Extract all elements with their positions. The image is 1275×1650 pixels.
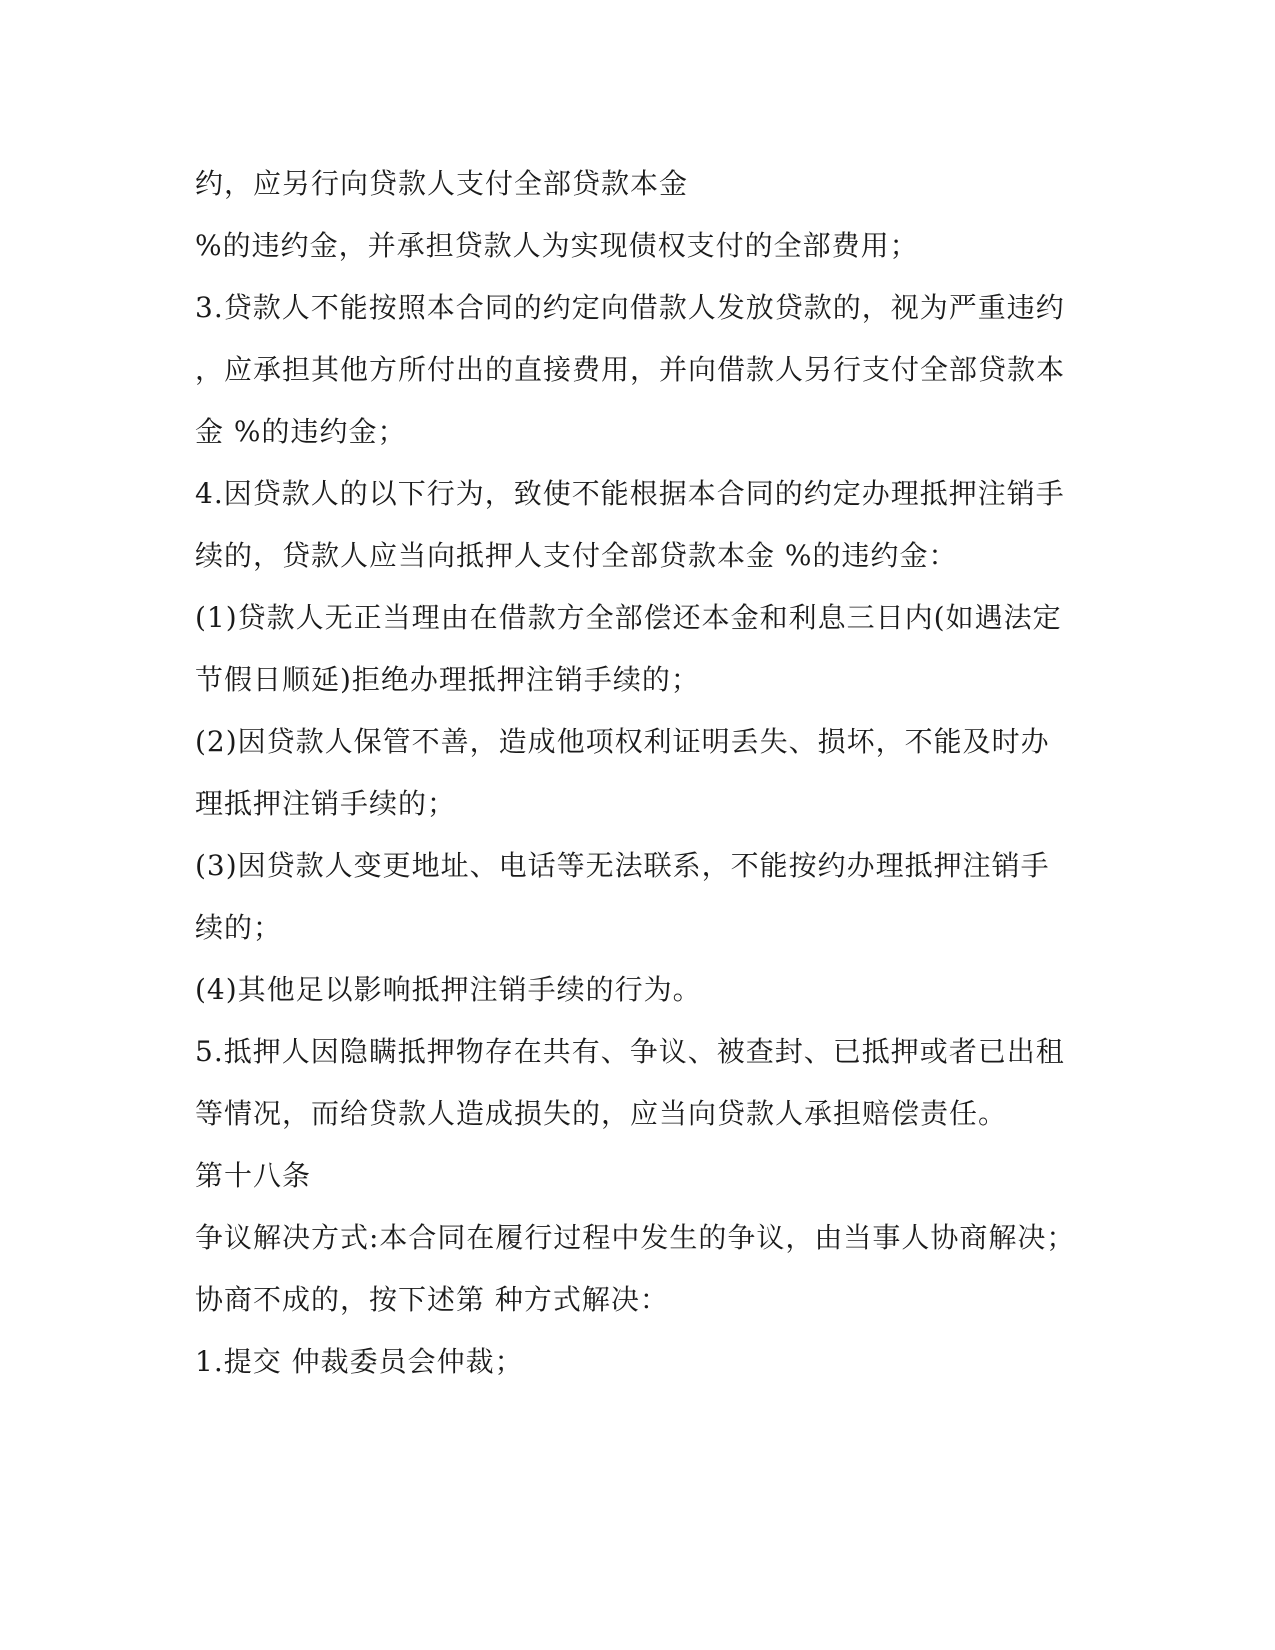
text-line: 约，应另行向贷款人支付全部贷款本金 [195, 167, 689, 200]
text-line: 5.抵押人因隐瞒抵押物存在共有、争议、被查封、已抵押或者已出租 [195, 1035, 1065, 1068]
text-line: 协商不成的，按下述第 种方式解决： [195, 1283, 669, 1316]
text-line: 续的； [195, 911, 283, 944]
text-line: 节假日顺延)拒绝办理抵押注销手续的； [195, 663, 700, 696]
text-line: %的违约金，并承担贷款人为实现债权支付的全部费用； [195, 229, 919, 262]
text-line: ，应承担其他方所付出的直接费用，并向借款人另行支付全部贷款本 [195, 353, 1066, 386]
text-line: (3)因贷款人变更地址、电话等无法联系，不能按约办理抵押注销手 [195, 849, 1050, 882]
text-line: 等情况，而给贷款人造成损失的，应当向贷款人承担赔偿责任。 [195, 1097, 1008, 1130]
text-line: (1)贷款人无正当理由在借款方全部偿还本金和利息三日内(如遇法定 [195, 601, 1062, 634]
text-line: 3.贷款人不能按照本合同的约定向借款人发放贷款的，视为严重违约 [195, 291, 1065, 324]
text-line: (2)因贷款人保管不善，造成他项权利证明丢失、损坏，不能及时办 [195, 725, 1050, 758]
text-line: (4)其他足以影响抵押注销手续的行为。 [195, 973, 702, 1006]
text-line: 理抵押注销手续的； [195, 787, 457, 820]
section-heading: 第十八条 [195, 1159, 312, 1192]
text-line: 4.因贷款人的以下行为，致使不能根据本合同的约定办理抵押注销手 [195, 477, 1065, 510]
text-line: 金 %的违约金； [195, 415, 407, 448]
text-line: 争议解决方式:本合同在履行过程中发生的争议，由当事人协商解决； [195, 1221, 1076, 1254]
text-line: 1.提交 仲裁委员会仲裁； [195, 1345, 524, 1378]
text-line: 续的，贷款人应当向抵押人支付全部贷款本金 %的违约金： [195, 539, 958, 572]
